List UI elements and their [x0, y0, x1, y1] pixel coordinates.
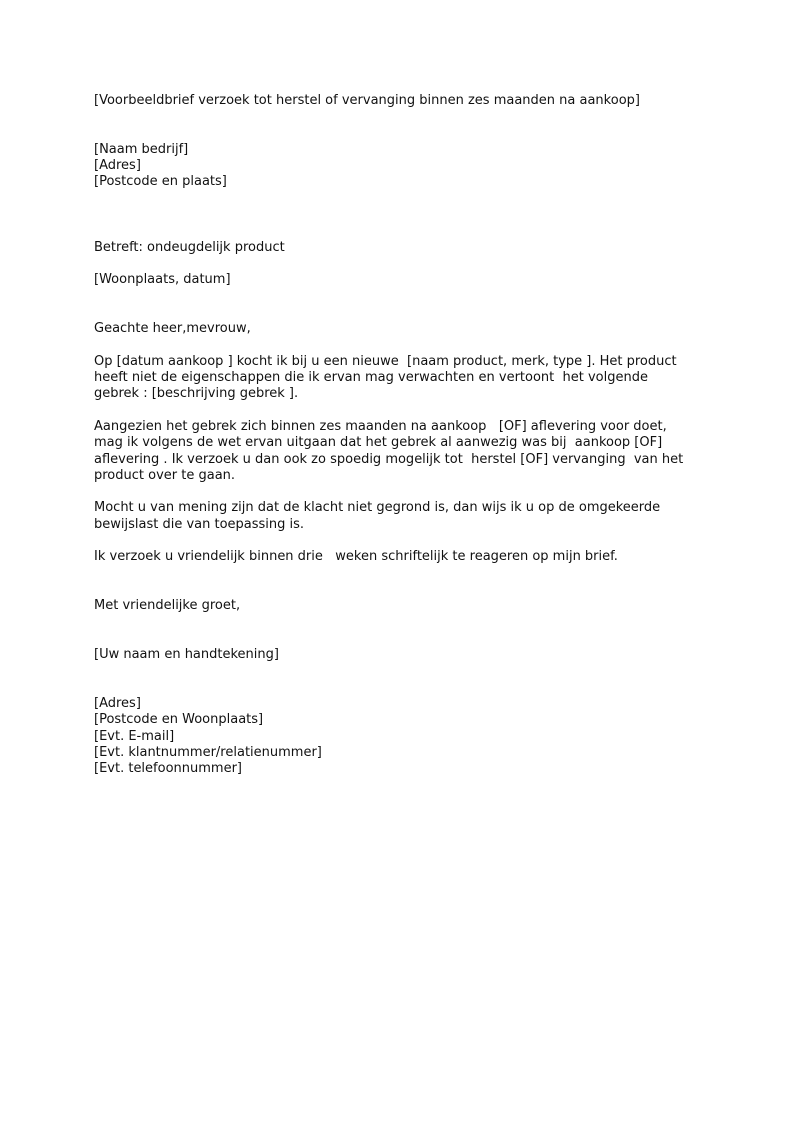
paragraph-line: Op [datum aankoop ] kocht ik bij u een nieuwe [naam product, merk, type ]. Het product — [94, 353, 677, 369]
sender-postal-city: [Postcode en Woonplaats] — [94, 712, 264, 728]
sender-email: [Evt. E-mail] — [94, 728, 175, 744]
paragraph-line: mag ik volgens de wet ervan uitgaan dat het gebrek al aanwezig was bij aankoop [OF] — [94, 435, 663, 451]
paragraph-3 — [94, 500, 704, 533]
paragraph-line: Mocht u van mening zijn dat de klacht niet gegrond is, dan wijs ik u op de omgekeerde — [94, 500, 661, 516]
signature-placeholder: [Uw naam en handtekening] — [94, 647, 279, 663]
paragraph-line: heeft niet de eigenschappen die ik ervan mag verwachten en vertoont het volgende — [94, 370, 648, 386]
sender-block — [94, 696, 704, 777]
sender-address: [Adres] — [94, 695, 141, 711]
closing: Met vriendelijke groet, — [94, 598, 241, 614]
place-date: [Woonplaats, datum] — [94, 272, 231, 288]
recipient-block — [94, 142, 704, 191]
salutation: Geachte heer,mevrouw, — [94, 321, 251, 337]
sender-customer-number: [Evt. klantnummer/relatienummer] — [94, 744, 322, 760]
paragraph-4: Ik verzoek u vriendelijk binnen drie weken schriftelijk te reageren op mijn brief. — [94, 549, 618, 565]
paragraph-line: product over te gaan. — [94, 467, 236, 483]
sender-phone: [Evt. telefoonnummer] — [94, 761, 242, 777]
paragraph-2 — [94, 419, 704, 484]
letter-heading: [Voorbeeldbrief verzoek tot herstel of vervanging binnen zes maanden na aankoop] — [94, 93, 640, 108]
recipient-postal-city: [Postcode en plaats] — [94, 174, 227, 190]
paragraph-line: bewijslast die van toepassing is. — [94, 516, 305, 532]
paragraph-1 — [94, 354, 704, 403]
paragraph-line: aflevering . Ik verzoek u dan ook zo spoedig mogelijk tot herstel [OF] vervanging van het — [94, 451, 684, 467]
recipient-company: [Naam bedrijf] — [94, 141, 189, 157]
subject-line: Betreft: ondeugdelijk product — [94, 239, 285, 255]
paragraph-line: Aangezien het gebrek zich binnen zes maanden na aankoop [OF] aflevering voor doet, — [94, 418, 667, 434]
paragraph-line: gebrek : [beschrijving gebrek ]. — [94, 386, 299, 402]
recipient-address: [Adres] — [94, 158, 141, 174]
letter-body — [94, 93, 704, 777]
